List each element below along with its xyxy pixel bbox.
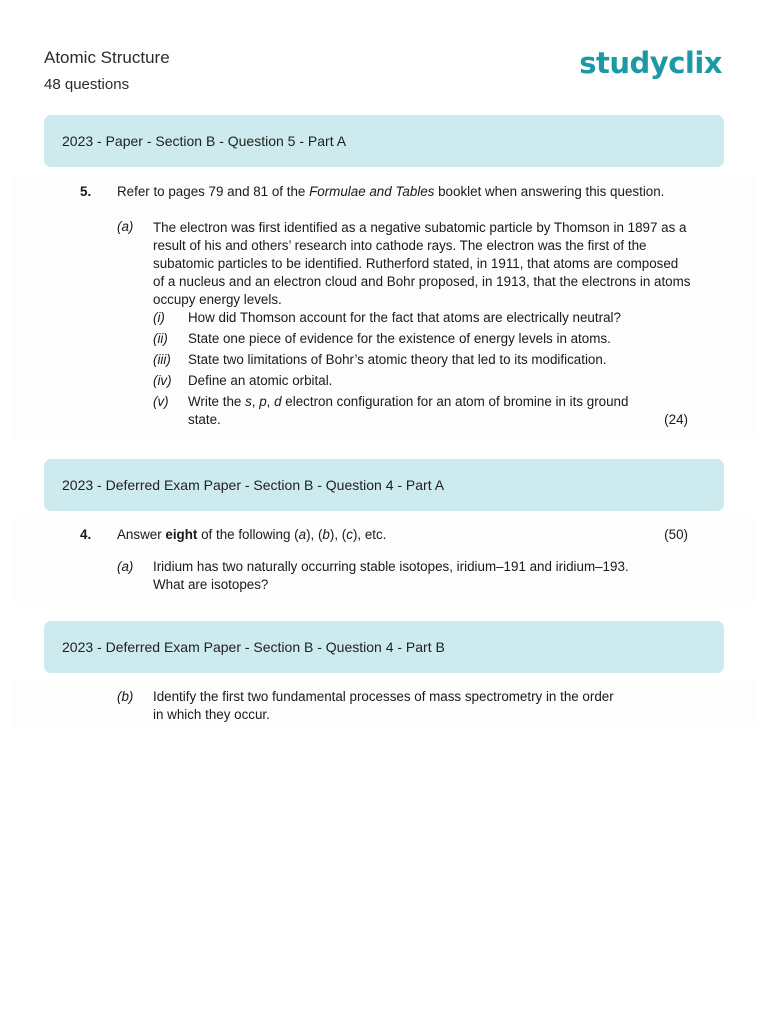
studyclix-logo[interactable]: studyclix <box>579 46 722 80</box>
question-intro <box>117 527 386 542</box>
orbital-s: s <box>245 394 252 409</box>
intro-text: Refer to pages 79 and 81 of the <box>117 184 310 199</box>
intro-text: ), etc. <box>352 527 387 542</box>
question-header-2[interactable] <box>44 459 724 511</box>
separator: ), ( <box>329 527 347 542</box>
part-label: (a) <box>117 559 134 574</box>
subpart-label: (iii) <box>153 352 171 367</box>
subpart-text-part: Write the <box>188 394 246 409</box>
intro-text-end: booklet when answering this question. <box>434 184 665 199</box>
separator: , <box>266 394 275 409</box>
marks: (24) <box>664 412 688 427</box>
intro-text: of the following ( <box>197 527 299 542</box>
question-header-1-label: 2023 - Paper - Section B - Question 5 - Part A <box>62 133 347 149</box>
part-text: in which they occur. <box>153 707 270 722</box>
question-intro <box>117 184 664 199</box>
separator: ), ( <box>306 527 323 542</box>
separator: , <box>251 394 260 409</box>
part-text: Identify the first two fundamental processes of mass spectrometry in the order <box>153 689 614 704</box>
intro-bold: eight <box>165 527 198 542</box>
question-count: 48 questions <box>44 76 130 93</box>
subpart-text: Define an atomic orbital. <box>188 373 333 388</box>
question-2-body <box>12 518 756 602</box>
subpart-label: (i) <box>153 310 165 325</box>
subpart-label: (iv) <box>153 373 172 388</box>
label-b: b <box>322 527 330 542</box>
label-a: a <box>298 527 307 542</box>
subpart-label: (v) <box>153 394 169 409</box>
subpart-text-continued: state. <box>188 412 221 427</box>
subpart-label: (ii) <box>153 331 168 346</box>
question-number: 4. <box>80 527 92 542</box>
part-text: What are isotopes? <box>153 577 269 592</box>
question-header-1[interactable] <box>44 115 724 167</box>
orbital-d: d <box>274 394 282 409</box>
subpart-text <box>188 394 628 409</box>
subpart-text: How did Thomson account for the fact that atoms are electrically neutral? <box>188 310 621 325</box>
part-label: (b) <box>117 689 134 704</box>
question-header-3[interactable] <box>44 621 724 673</box>
part-a-paragraph: The electron was first identified as a negative subatomic particle by Thomson in 1897 as a result of his and others’ research into cathode rays. The electron was the first of the subatomic particles to be identified. Rutherford stated, in 1911, that atoms are composed of a nucleus and an electron cloud and Bohr proposed, in 1913, that the electrons in atoms occupy energy levels. <box>153 220 691 307</box>
question-1-body <box>12 176 756 438</box>
topic-title: Atomic Structure <box>44 48 170 67</box>
label-c: c <box>346 527 353 542</box>
intro-book-title: Formulae and Tables <box>309 184 435 199</box>
intro-text: Answer <box>117 527 166 542</box>
part-text: Iridium has two naturally occurring stable isotopes, iridium–191 and iridium–193. <box>153 559 629 574</box>
marks: (50) <box>664 527 688 542</box>
subpart-text: State one piece of evidence for the existence of energy levels in atoms. <box>188 331 611 346</box>
question-header-3-label: 2023 - Deferred Exam Paper - Section B - Question 4 - Part B <box>62 639 445 655</box>
question-number: 5. <box>80 184 92 199</box>
question-3-body <box>12 680 756 726</box>
question-header-2-label: 2023 - Deferred Exam Paper - Section B - Question 4 - Part A <box>62 477 445 493</box>
orbital-p: p <box>259 394 267 409</box>
subpart-text-part: electron configuration for an atom of bromine in its ground <box>281 394 629 409</box>
part-label: (a) <box>117 219 134 234</box>
subpart-text: State two limitations of Bohr’s atomic theory that led to its modification. <box>188 352 607 367</box>
